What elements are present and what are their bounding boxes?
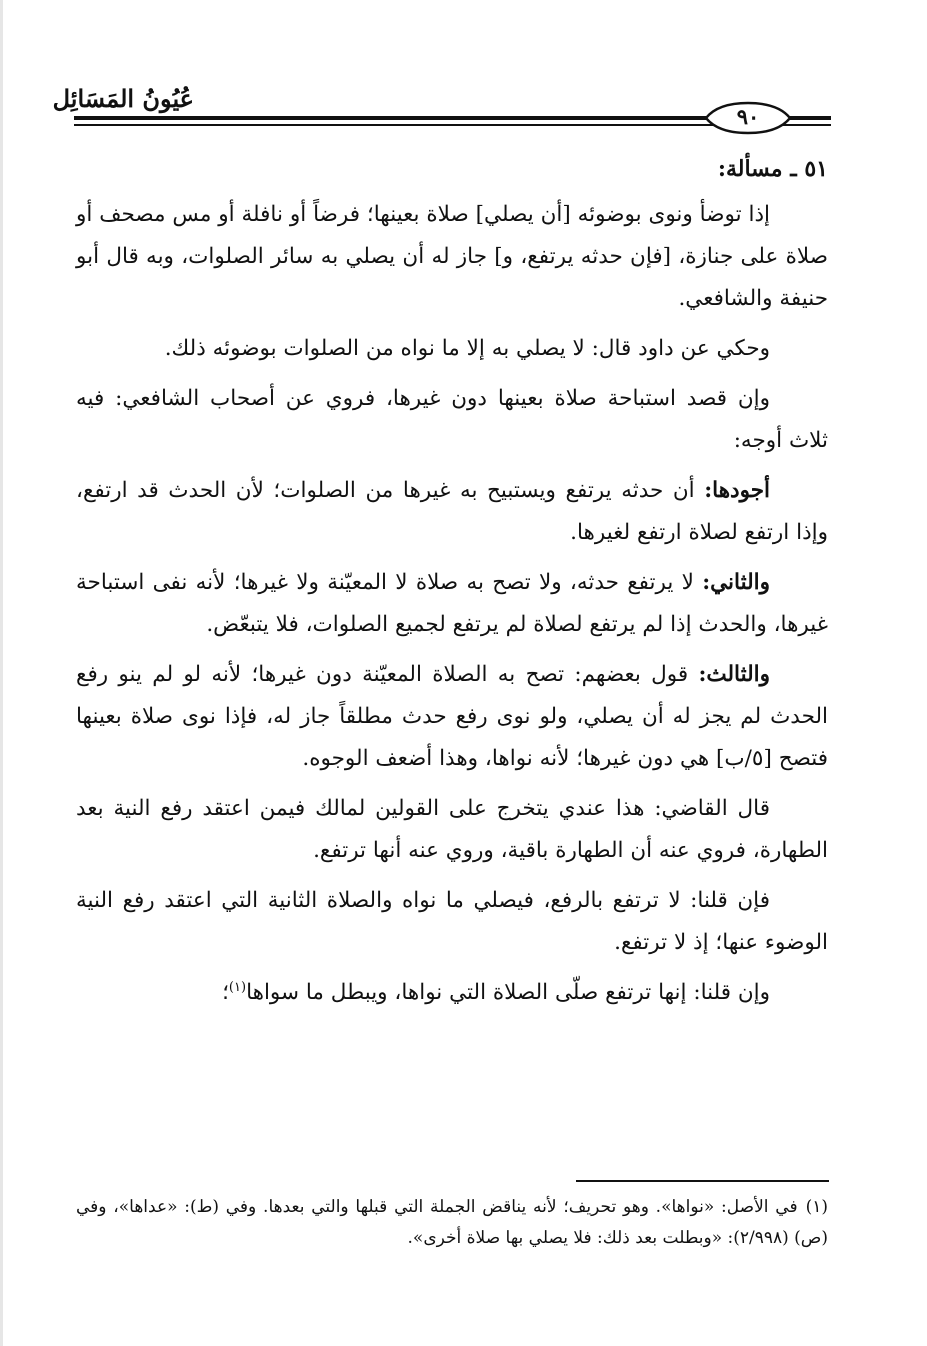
footnote-marker: (١) xyxy=(805,1197,828,1217)
paragraph xyxy=(76,194,828,320)
footnote-text: في الأصل: «نواها». وهو تحريف؛ لأنه يناقض الجملة التي قبلها والتي بعدها. وفي (ط): «عداها»، وفي (ص) (٢/٩٩٨): «وبطلت بعد ذلك: فلا يصلي بها صلاة أخرى». xyxy=(76,1197,828,1248)
paragraph-text: لا يرتفع حدثه، ولا تصح به صلاة لا المعيّنة ولا غيرها؛ لأنه نفى استباحة غيرها، والحدث إذا لم يرتفع لصلاة لم يرتفع لجميع الصلوات، فلا يتبعّض. xyxy=(76,570,828,637)
paragraph xyxy=(76,880,828,964)
footnote xyxy=(76,1192,828,1254)
footnote-reference[interactable]: (١) xyxy=(228,979,247,995)
footnotes xyxy=(76,1192,828,1254)
scan-edge xyxy=(0,0,3,1346)
paragraph-text: قال القاضي: هذا عندي يتخرج على القولين لمالك فيمن اعتقد رفع النية بعد الطهارة، فروي عنه أن الطهارة باقية، وروي عنه أنها ترتفع. xyxy=(76,796,828,863)
running-title: عُيُونُ المَسَائِل xyxy=(52,84,194,113)
paragraph-lead: والثالث: xyxy=(698,662,770,687)
paragraph xyxy=(76,328,828,370)
paragraph-text: إذا توضأ ونوى بوضوئه [أن يصلي] صلاة بعينها؛ فرضاً أو نافلة أو مس مصحف أو صلاة على جنازة، [فإن حدثه يرتفع، و] جاز له أن يصلي به سائر الصلوات، وبه قال أبو حنيفة والشافعي. xyxy=(76,202,828,311)
paragraph-tail: ؛ xyxy=(222,980,229,1005)
paragraph-text: أن حدثه يرتفع ويستبيح به غيرها من الصلوات؛ لأن الحدث قد ارتفع، وإذا ارتفع لصلاة ارتفع لغيرها. xyxy=(76,478,828,545)
paragraph-lead: أجودها: xyxy=(704,478,770,503)
page-number-badge xyxy=(704,101,792,135)
paragraph-text: وإن قلنا: إنها ترتفع صلّى الصلاة التي نواها، ويبطل ما سواها xyxy=(246,980,770,1005)
paragraph xyxy=(76,788,828,872)
paragraph-text: فإن قلنا: لا ترتفع بالرفع، فيصلي ما نواه والصلاة الثانية التي اعتقد رفع النية الوضوء عنها؛ إذ لا ترتفع. xyxy=(76,888,828,955)
paragraph xyxy=(76,654,828,780)
paragraph xyxy=(76,562,828,646)
paragraph-text: وحكي عن داود قال: لا يصلي به إلا ما نواه من الصلوات بوضوئه ذلك. xyxy=(164,336,770,361)
paragraph xyxy=(76,378,828,462)
paragraph-last xyxy=(76,972,828,1014)
main-text xyxy=(76,156,828,1022)
paragraph-lead: والثاني: xyxy=(702,570,770,595)
footnote-separator xyxy=(576,1180,829,1182)
issue-heading: ٥١ ـ مسألة: xyxy=(717,156,828,182)
paragraph-text: قول بعضهم: تصح به الصلاة المعيّنة دون غيرها؛ لأنه لو لم ينو رفع الحدث لم يجز له أن يصلي، ولو نوى رفع حدث مطلقاً جاز له، فإذا نوى صلاة بعينها فتصح [٥/ب] هي دون غيرها؛ لأنه نواها، وهذا أضعف الوجوه. xyxy=(76,662,828,771)
paragraph xyxy=(76,470,828,554)
paragraph-text: وإن قصد استباحة صلاة بعينها دون غيرها، فروي عن أصحاب الشافعي: فيه ثلاث أوجه: xyxy=(76,386,828,453)
page-number: ٩٠ xyxy=(736,104,760,129)
